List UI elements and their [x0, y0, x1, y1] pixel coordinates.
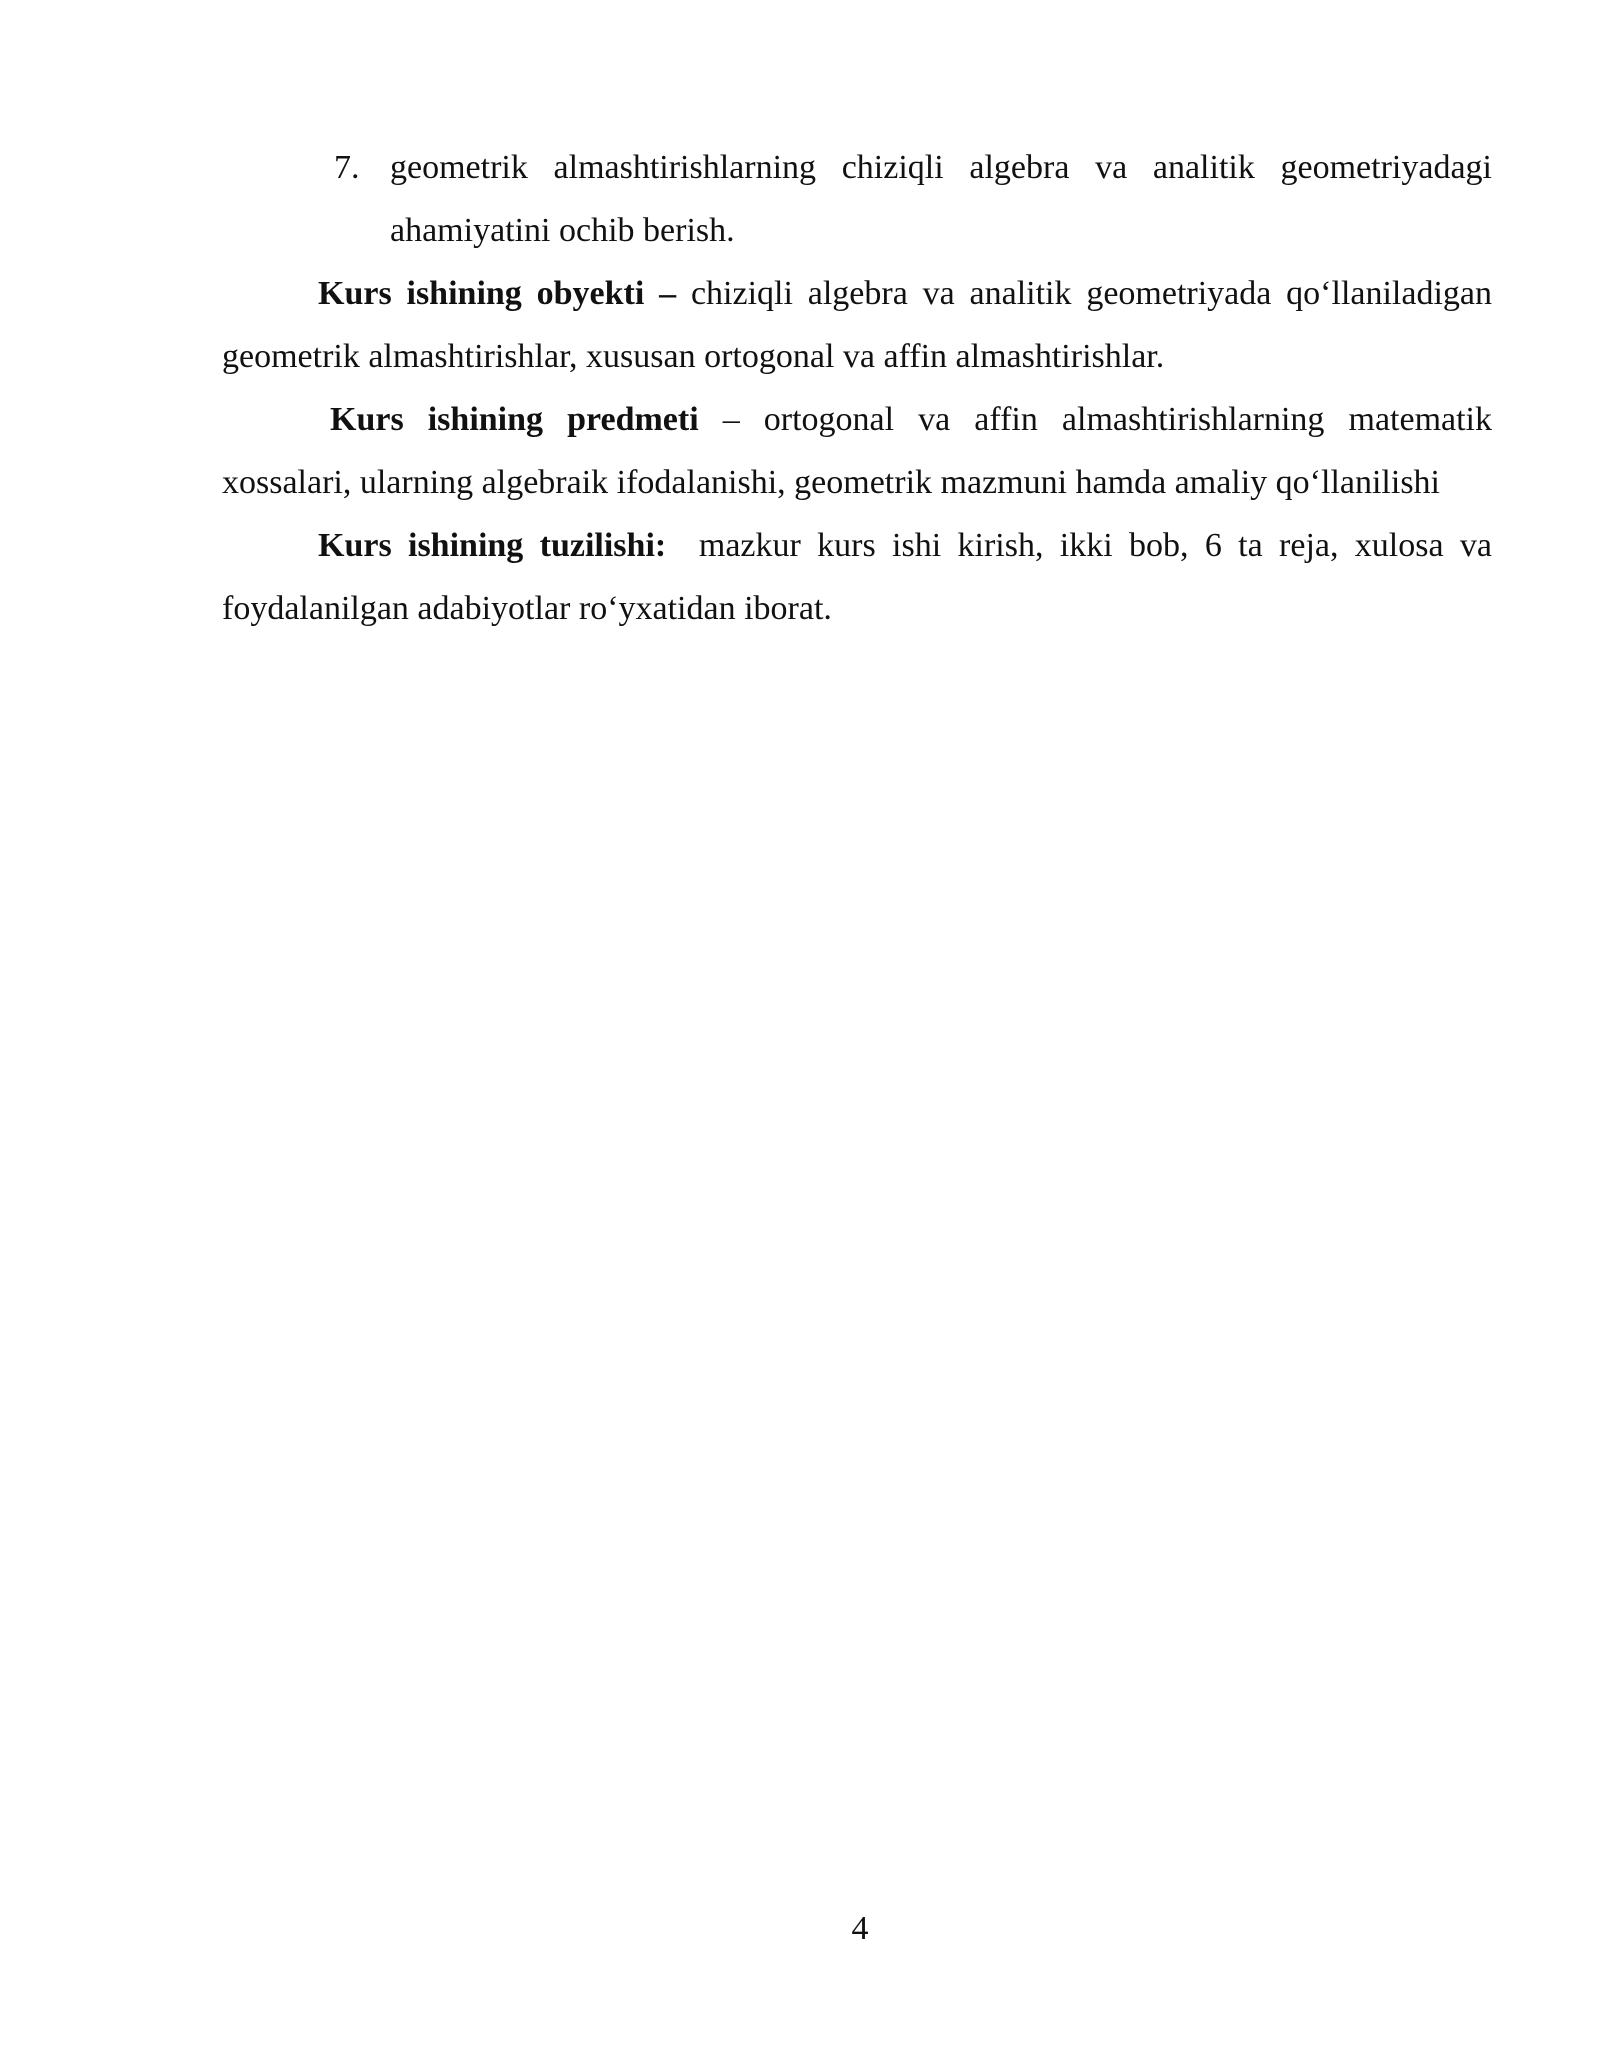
paragraph-tuzilish	[222, 514, 1501, 640]
list-item-text: geometrik almashtirishlarning chiziqli algebra va analitik geometriyadagi ahamiyatini ochib berish.	[390, 149, 1492, 249]
tuzilish-label: Kurs ishining tuzilishi:	[318, 527, 667, 564]
paragraph-obyekt	[222, 262, 1492, 388]
list-item-number: 7.	[334, 149, 360, 186]
obyekt-text: chiziqli algebra va analitik geometriyada qo‘llaniladigan geometrik almashtirishlar, xususan ortogonal va affin almashtirishlar.	[222, 275, 1493, 375]
predmet-text: – ortogonal va affin almashtirishlarning matematik xossalari, ularning algebraik ifodalanishi, geometrik mazmuni hamda amaliy qo‘llanilishi	[222, 401, 1492, 501]
obyekt-label: Kurs ishining obyekti –	[318, 275, 677, 312]
page-content	[222, 136, 1501, 640]
predmet-label: Kurs ishining predmeti	[330, 401, 699, 438]
list-item-7	[222, 136, 1492, 262]
page-number: 4	[851, 1910, 869, 1947]
tuzilish-text: mazkur kurs ishi kirish, ikki bob, 6 ta reja, xulosa va foydalanilgan adabiyotlar ro‘yxatidan iborat.	[222, 527, 1501, 627]
paragraph-predmet	[222, 388, 1492, 514]
